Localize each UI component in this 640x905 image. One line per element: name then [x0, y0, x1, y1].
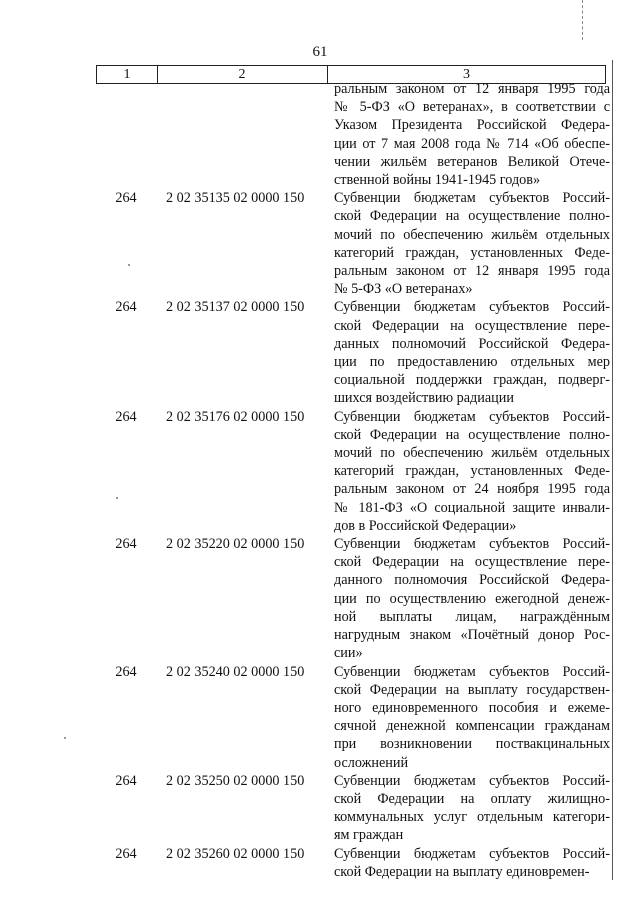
description-line: при возникновении поствакцинальных [334, 736, 610, 753]
table-row [96, 298, 610, 407]
description-line: ской Федерации на осуществление полно- [334, 208, 610, 225]
admin-code-cell: 264 [115, 190, 137, 207]
description-line: чении жильём ветеранов Великой Отече- [334, 153, 610, 170]
description-line: ям граждан [334, 827, 404, 844]
table-row [96, 772, 610, 845]
budget-code-cell: 2 02 35220 02 0000 150 [166, 536, 305, 553]
description-cell [326, 535, 610, 662]
table-row [96, 663, 610, 772]
description-line: ской Федерации на осуществление пере- [334, 554, 610, 571]
description-line: данного полномочия Российской Федера- [334, 572, 610, 589]
admin-code-cell [96, 80, 156, 189]
description-line: ской Федерации на выплату государствен- [334, 681, 610, 698]
description-line: № 5-ФЗ «О ветеранах», в соответствии с [334, 99, 610, 116]
description-line: ции по предоставлению отдельных мер [334, 354, 610, 371]
description-line: категорий граждан, установленных Феде- [334, 244, 610, 261]
description-line: категорий граждан, установленных Феде- [334, 463, 610, 480]
table-row [96, 189, 610, 298]
description-line: Указом Президента Российской Федера- [334, 117, 610, 134]
description-line: Субвенции бюджетам субъектов Россий- [334, 190, 610, 207]
description-line: Субвенции бюджетам субъектов Россий- [334, 663, 610, 680]
table-row [96, 80, 610, 189]
header-col-1: 1 [97, 66, 158, 83]
description-line: ральным законом от 24 ноября 1995 года [334, 481, 610, 498]
description-line: № 181-ФЗ «О социальной защите инвали- [334, 499, 610, 516]
description-line: данных полномочий Российской Федера- [334, 335, 610, 352]
description-line: Субвенции бюджетам субъектов Россий- [334, 408, 610, 425]
description-line: коммунальных услуг отдельным категори- [334, 809, 610, 826]
page-right-border [612, 60, 613, 880]
budget-code-cell: 2 02 35260 02 0000 150 [166, 845, 305, 862]
budget-code-cell: 2 02 35176 02 0000 150 [166, 408, 305, 425]
description-cell [326, 772, 610, 845]
description-line: мочий по обеспечению жильём отдельных [334, 226, 610, 243]
description-line: осложнений [334, 754, 409, 771]
description-line: нагрудным знаком «Почётный донор Рос- [334, 627, 610, 644]
description-line: ции от 7 мая 2008 года № 714 «Об обеспе- [334, 135, 610, 152]
table-row [96, 845, 610, 881]
description-line: сячной денежной компенсации гражданам [334, 718, 610, 735]
description-cell [326, 189, 610, 298]
budget-code-cell: 2 02 35137 02 0000 150 [166, 299, 305, 316]
description-line: шихся воздействию радиации [334, 390, 514, 407]
description-line: социальной поддержки граждан, подверг- [334, 372, 610, 389]
description-line: ральным законом от 12 января 1995 года [334, 263, 610, 280]
description-line: ской Федерации на осуществление пере- [334, 317, 610, 334]
header-col-2: 2 [157, 66, 328, 83]
description-line: Субвенции бюджетам субъектов Россий- [334, 299, 610, 316]
header-col-3: 3 [463, 67, 470, 82]
admin-code-cell: 264 [115, 536, 137, 553]
description-cell [326, 80, 610, 189]
table-row [96, 408, 610, 535]
page-number: 61 [312, 44, 328, 60]
description-line: ной выплаты лицам, награждённым [334, 608, 610, 625]
description-line: ральным законом от 12 января 1995 года [334, 81, 610, 97]
budget-code-cell: 2 02 35250 02 0000 150 [166, 772, 305, 789]
table-row [96, 535, 610, 662]
description-line: ного единовременного пособия и ежеме- [334, 699, 610, 716]
admin-code-cell: 264 [115, 772, 137, 789]
description-line: Субвенции бюджетам субъектов Россий- [334, 772, 610, 789]
description-line: ской Федерации на осуществление полно- [334, 426, 610, 443]
table-body [96, 80, 610, 881]
description-cell [326, 298, 610, 407]
admin-code-cell: 264 [115, 408, 137, 425]
description-line: ственной войны 1941-1945 годов» [334, 172, 541, 189]
description-line: сии» [334, 645, 363, 662]
description-line: Субвенции бюджетам субъектов Россий- [334, 536, 610, 553]
scan-edge-top [582, 0, 583, 40]
budget-code-cell [156, 80, 326, 189]
admin-code-cell: 264 [115, 299, 137, 316]
admin-code-cell: 264 [115, 845, 137, 862]
description-line: Субвенции бюджетам субъектов Россий- [334, 845, 610, 862]
scan-mark [64, 737, 66, 739]
description-cell [326, 845, 610, 881]
description-cell [326, 408, 610, 535]
description-line: ции по осуществлению ежегодной денеж- [334, 590, 610, 607]
budget-code-cell: 2 02 35240 02 0000 150 [166, 663, 305, 680]
description-line: ской Федерации на оплату жилищно- [334, 790, 610, 807]
description-line: ской Федерации на выплату единовремен- [334, 863, 590, 880]
description-line: мочий по обеспечению жильём отдельных [334, 445, 610, 462]
admin-code-cell: 264 [115, 663, 137, 680]
description-line: дов в Российской Федерации» [334, 517, 517, 534]
description-line: № 5-ФЗ «О ветеранах» [334, 281, 473, 298]
budget-code-cell: 2 02 35135 02 0000 150 [166, 190, 305, 207]
description-cell [326, 663, 610, 772]
